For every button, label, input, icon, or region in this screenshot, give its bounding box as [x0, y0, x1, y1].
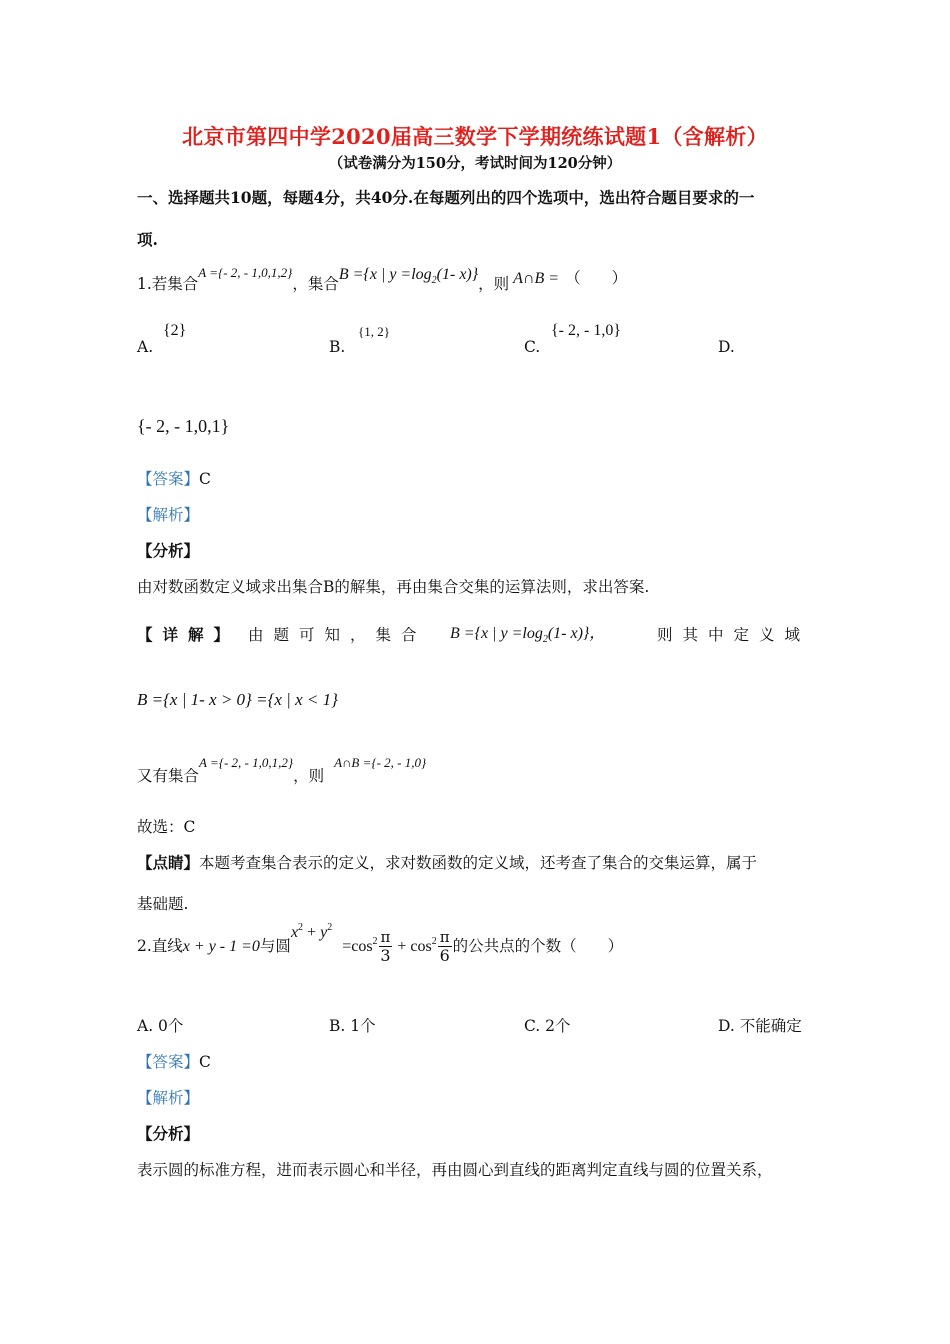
q1-detail-text1: 由题可知，集合 — [248, 626, 427, 644]
page-title: 北京市第四中学2020届高三数学下学期统练试题1（含解析） — [182, 124, 768, 149]
q1-detail-set-b-pre: B ={x | y =log — [450, 625, 543, 642]
q2-cos1-sq: 2 — [372, 936, 378, 947]
q2-option-a: A. 0个 — [137, 1017, 184, 1035]
q1-set-b — [338, 266, 479, 286]
q1-detail-tag: 【详解】 — [137, 625, 240, 644]
q1-set-a: A ={- 2, - 1,0,1,2} — [198, 265, 293, 280]
q2-option-b: B. 1个 — [329, 1017, 376, 1035]
q2-circle-plus: + — [303, 924, 321, 941]
q1-detail-text2: 则其中定义域 — [657, 626, 811, 644]
q2-line-eq: x + y - 1 =0 — [182, 938, 260, 955]
q1-option-a-value: {2} — [163, 322, 187, 339]
q2-analysis-tag: 【解析】 — [137, 1089, 200, 1107]
q1-set-b-pre: B ={x | y =log — [338, 266, 432, 283]
q2-fraction-pi-6 — [438, 928, 452, 965]
q1-again-then: ，则 — [293, 767, 325, 785]
q1-option-b-label: B. — [329, 338, 346, 356]
q1-again-set-a: A ={- 2, - 1,0,1,2} — [199, 755, 294, 770]
q1-comment-text: 本题考查集合表示的定义，求对数函数的定义域，还考查了集合的交集运算，属于 — [199, 854, 758, 872]
q2-fenxi-tag: 【分析】 — [137, 1124, 200, 1143]
q2-circle-x: x — [290, 924, 299, 941]
q1-again-result: A∩B ={- 2, - 1,0} — [334, 755, 427, 770]
q2-cos1 — [338, 938, 377, 955]
q1-detail-equation: B ={x | 1- x > 0} ={x | x < 1} — [137, 690, 338, 709]
q2-circle-y-sq: 2 — [327, 922, 333, 933]
q1-fenxi-tag: 【分析】 — [137, 541, 200, 560]
q1-answer-tag: 【答案】 — [137, 470, 200, 488]
q1-again-line — [137, 752, 427, 785]
q2-circle-eq: =cos — [338, 938, 373, 955]
q1-detail-set-b-sub: 2 — [542, 634, 548, 645]
q2-lead: 2.直线 — [137, 937, 183, 955]
q2-frac2-num: π — [439, 928, 450, 946]
section-heading: 一、选择题共10题，每题4分，共40分.在每题列出的四个选项中，选出符合题目要求的一 — [137, 188, 755, 207]
q1-option-b-value: {1, 2} — [358, 324, 390, 339]
q1-option-a-label: A. — [137, 338, 154, 356]
q1-fenxi-text: 由对数函数定义域求出集合B的解集，再由集合交集的运算法则，求出答案. — [137, 578, 650, 596]
q2-circle-y: y — [320, 924, 328, 941]
q2-answer-tag: 【答案】 — [137, 1053, 200, 1071]
q1-set-b-post: (1- x)} — [436, 266, 479, 283]
q1-then: ，则 — [478, 275, 510, 293]
q2-tail: 的公共点的个数（ ） — [452, 937, 624, 955]
q2-frac1-den: 3 — [380, 946, 391, 965]
q2-frac2-den: 6 — [439, 946, 450, 965]
question-2-stem — [137, 922, 624, 965]
q1-choose: 故选：C — [137, 818, 196, 836]
q2-option-c: C. 2个 — [524, 1017, 571, 1035]
q1-detail-set-b-post: (1- x)}， — [547, 625, 606, 642]
q1-option-d-label: D. — [718, 338, 735, 356]
q1-answer — [137, 467, 211, 489]
q1-option-d-value: {- 2, - 1,0,1} — [137, 416, 230, 436]
q1-comment-cont: 基础题. — [137, 895, 189, 913]
q2-fraction-pi-3 — [379, 928, 393, 965]
q1-analysis-tag: 【解析】 — [137, 506, 200, 524]
q2-cos2 — [393, 938, 436, 955]
q2-answer-value: C — [199, 1053, 211, 1071]
q1-expr: A∩B = — [513, 270, 560, 287]
q2-frac1-num: π — [380, 928, 391, 946]
q2-plus-cos: + cos — [393, 938, 432, 955]
q2-circle-lhs — [291, 924, 332, 941]
q2-option-d: D. 不能确定 — [718, 1017, 802, 1035]
section-heading-cont: 项. — [137, 230, 158, 249]
q2-cos2-sq: 2 — [431, 936, 437, 947]
q1-again-text: 又有集合 — [137, 767, 200, 785]
q2-answer — [137, 1050, 211, 1072]
q1-option-c-label: C. — [524, 338, 541, 356]
q2-with-circle: 与圆 — [259, 937, 291, 955]
q1-set-b-sub: 2 — [431, 275, 437, 286]
q1-mid: ，集合 — [292, 275, 339, 293]
q2-fenxi-text: 表示圆的标准方程，进而表示圆心和半径，再由圆心到直线的距离判定直线与圆的位置关系， — [137, 1161, 773, 1179]
q1-comment — [137, 851, 757, 873]
q1-paren: （ ） — [565, 269, 628, 287]
q1-answer-value: C — [199, 470, 211, 488]
q1-option-c-value: {- 2, - 1,0} — [551, 322, 622, 339]
question-1-stem — [137, 264, 628, 293]
q1-lead: 1.若集合 — [137, 275, 199, 293]
q1-detail-set-b — [450, 620, 605, 643]
q2-circle-x-sq: 2 — [298, 922, 304, 933]
page-subtitle: （试卷满分为150分，考试时间为120分钟） — [328, 155, 622, 172]
q1-comment-tag: 【点睛】 — [137, 853, 200, 872]
